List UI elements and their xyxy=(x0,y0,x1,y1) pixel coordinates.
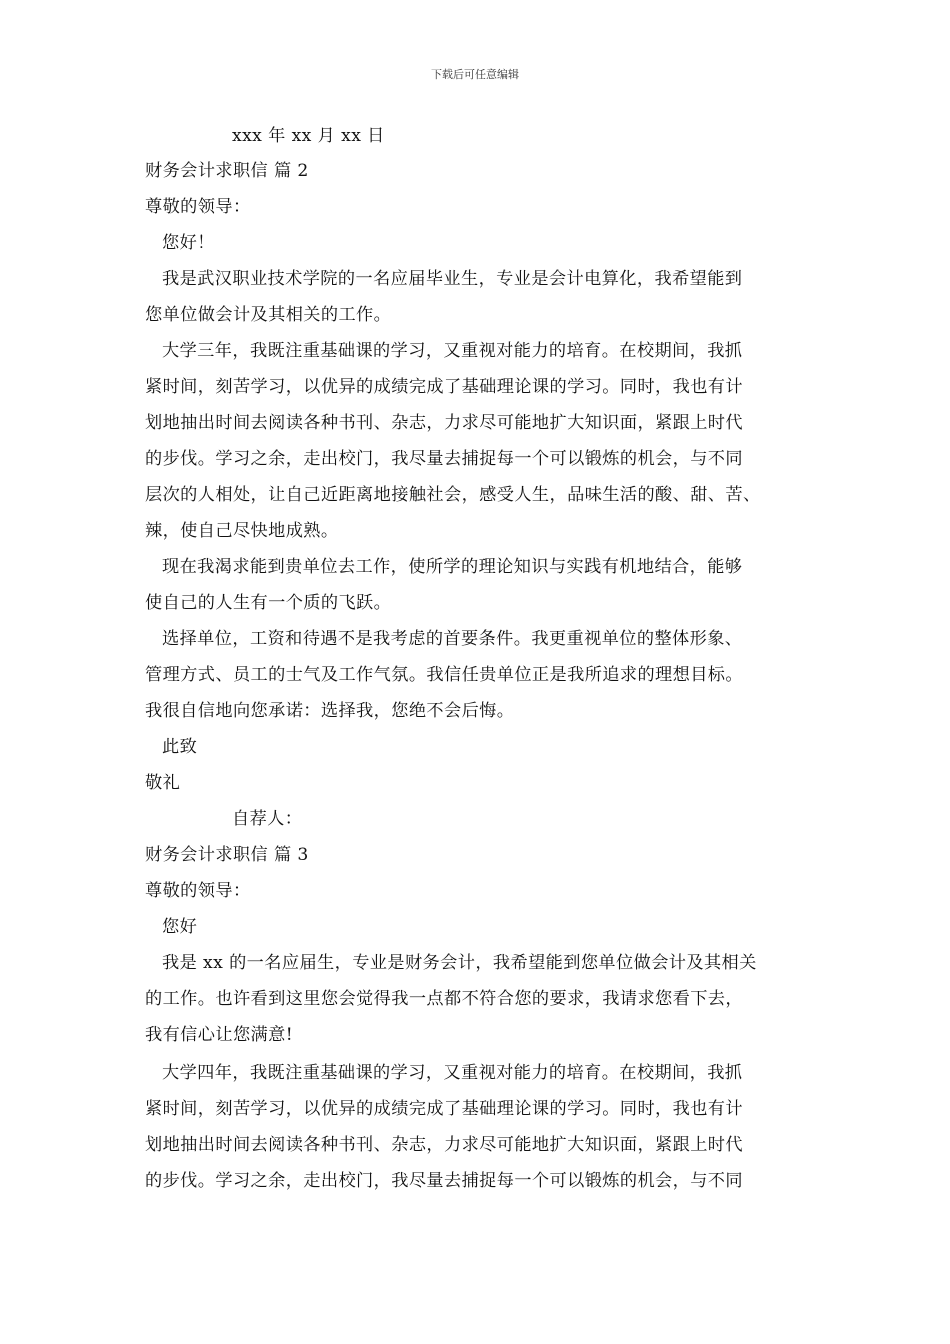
letter2-line: 我很自信地向您承诺：选择我，您绝不会后悔。 xyxy=(145,701,515,721)
letter2-line: 大学三年，我既注重基础课的学习，又重视对能力的培育。在校期间，我抓 xyxy=(162,341,743,361)
letter3-line: 我有信心让您满意! xyxy=(145,1025,294,1045)
letter2-closing-2: 敬礼 xyxy=(145,773,181,793)
letter2-title: 财务会计求职信 篇 2 xyxy=(145,161,309,181)
letter2-greeting: 您好！ xyxy=(162,233,215,253)
letter2-signature: 自荐人： xyxy=(232,809,303,829)
letter2-line: 层次的人相处，让自己近距离地接触社会，感受人生，品味生活的酸、甜、苦、 xyxy=(145,485,761,505)
letter3-line: 的工作。也许看到这里您会觉得我一点都不符合您的要求，我请求您看下去， xyxy=(145,989,743,1009)
letter3-line: 的步伐。学习之余，走出校门，我尽量去捕捉每一个可以锻炼的机会，与不同 xyxy=(145,1171,743,1191)
letter2-line: 紧时间，刻苦学习，以优异的成绩完成了基础理论课的学习。同时，我也有计 xyxy=(145,377,743,397)
letter2-line: 您单位做会计及其相关的工作。 xyxy=(145,305,392,325)
letter2-line: 划地抽出时间去阅读各种书刊、杂志，力求尽可能地扩大知识面，紧跟上时代 xyxy=(145,413,743,433)
letter3-salutation: 尊敬的领导： xyxy=(145,881,251,901)
letter3-line: 大学四年，我既注重基础课的学习，又重视对能力的培育。在校期间，我抓 xyxy=(162,1063,743,1083)
letter2-line: 的步伐。学习之余，走出校门，我尽量去捕捉每一个可以锻炼的机会，与不同 xyxy=(145,449,743,469)
date-line: xxx 年 xx 月 xx 日 xyxy=(232,126,385,146)
letter3-title: 财务会计求职信 篇 3 xyxy=(145,845,309,865)
letter3-line: 紧时间，刻苦学习，以优异的成绩完成了基础理论课的学习。同时，我也有计 xyxy=(145,1099,743,1119)
letter3-line: 我是 xx 的一名应届生，专业是财务会计，我希望能到您单位做会计及其相关 xyxy=(162,953,757,973)
letter2-line: 我是武汉职业技术学院的一名应届毕业生，专业是会计电算化，我希望能到 xyxy=(162,269,743,289)
letter2-line: 使自己的人生有一个质的飞跃。 xyxy=(145,593,392,613)
letter2-closing-1: 此致 xyxy=(162,737,198,757)
letter2-line: 辣，使自己尽快地成熟。 xyxy=(145,521,339,541)
letter3-greeting: 您好 xyxy=(162,917,198,937)
letter2-line: 选择单位，工资和待遇不是我考虑的首要条件。我更重视单位的整体形象、 xyxy=(162,629,743,649)
letter2-salutation: 尊敬的领导： xyxy=(145,197,251,217)
letter2-line: 现在我渴求能到贵单位去工作，使所学的理论知识与实践有机地结合，能够 xyxy=(162,557,743,577)
letter3-line: 划地抽出时间去阅读各种书刊、杂志，力求尽可能地扩大知识面，紧跟上时代 xyxy=(145,1135,743,1155)
letter2-line: 管理方式、员工的士气及工作气氛。我信任贵单位正是我所追求的理想目标。 xyxy=(145,665,743,685)
page-header-note: 下载后可任意编辑 xyxy=(431,68,519,81)
